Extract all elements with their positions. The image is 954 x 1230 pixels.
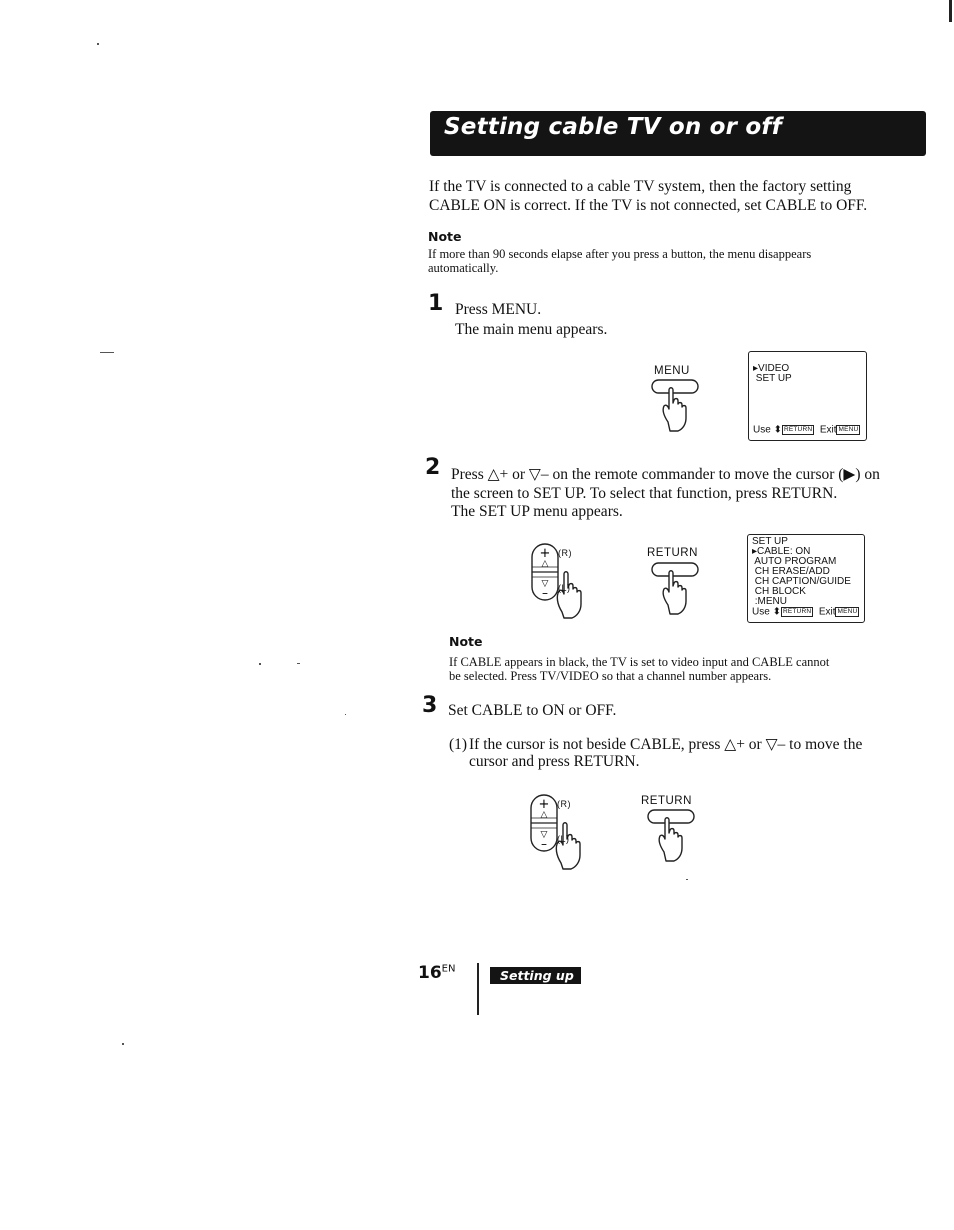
press-return-button-hand-icon: [648, 561, 708, 617]
svg-text:▽: ▽: [540, 830, 548, 840]
press-menu-button-hand-icon: [648, 378, 708, 434]
up-down-arrow-icon: ⬍: [772, 607, 781, 618]
screen-footer: Use ⬍ RETURN Exit MENU: [753, 425, 859, 436]
menu-key-icon: MENU: [837, 608, 858, 616]
step-2-line-2: the screen to SET UP. To select that function, press RETURN.: [451, 485, 838, 502]
step-3-sub-line-1: If the cursor is not beside CABLE, press △+ or ▽– to move the: [469, 736, 863, 753]
scan-speck: [686, 879, 688, 880]
note-2-line-1: If CABLE appears in black, the TV is set to video input and CABLE cannot: [449, 655, 830, 669]
return-button-label: RETURN: [647, 547, 698, 559]
up-down-arrow-icon: ⬍: [773, 425, 782, 436]
note-1-label: Note: [428, 229, 462, 244]
note-1-line-1: If more than 90 seconds elapse after you press a button, the menu disappears: [428, 247, 812, 261]
scan-speck: [100, 352, 114, 353]
return-key-icon: RETURN: [783, 426, 813, 434]
rocker-l-label: (L): [557, 834, 570, 844]
scan-speck: [122, 1043, 124, 1045]
step-1-line-2: The main menu appears.: [455, 321, 608, 338]
page-number: $16_{EN}$: [418, 963, 456, 983]
section-label: Setting up: [500, 968, 574, 983]
rocker-r-label: (R): [558, 548, 572, 558]
setup-menu-screen: [747, 534, 865, 623]
svg-text:▽: ▽: [541, 579, 549, 589]
note-2-line-2: be selected. Press TV/VIDEO so that a channel number appears.: [449, 669, 772, 683]
note-2-label: Note: [449, 634, 483, 649]
step-2-line-3: The SET UP menu appears.: [451, 503, 623, 520]
step-3-line-1: Set CABLE to ON or OFF.: [448, 702, 617, 719]
intro-line-1: If the TV is connected to a cable TV system, then the factory setting: [429, 178, 852, 195]
screen-footer: Use ⬍ RETURN Exit MENU: [752, 607, 858, 618]
screen-menu-item: ▸VIDEO: [753, 363, 790, 374]
press-return-button-hand-icon: [644, 808, 704, 864]
rocker-r-label: (R): [557, 799, 571, 809]
step-2-line-1: Press △+ or ▽– on the remote commander to move the cursor (▶) on: [451, 466, 880, 483]
menu-key-icon: MENU: [838, 426, 859, 434]
scan-speck: [345, 714, 346, 715]
screen-menu-item: CH CAPTION/GUIDE: [752, 576, 851, 587]
svg-text:△: △: [541, 559, 549, 569]
scan-speck: [297, 663, 300, 664]
screen-menu-item: ▸CABLE: ON: [752, 546, 811, 557]
return-key-icon: RETURN: [782, 608, 812, 616]
return-button-label: RETURN: [641, 795, 692, 807]
step-3-number: 3: [422, 693, 438, 718]
step-3-sub-number: (1): [449, 736, 468, 753]
screen-menu-item: :MENU: [752, 596, 787, 607]
page-title: Setting cable TV on or off: [444, 114, 782, 140]
svg-text:+: +: [538, 797, 550, 812]
step-1-line-1: Press MENU.: [455, 301, 542, 318]
screen-menu-item: SET UP: [753, 373, 792, 384]
svg-text:–: –: [542, 586, 548, 600]
scan-speck: [97, 43, 99, 45]
menu-button-label: MENU: [654, 365, 690, 377]
svg-text:–: –: [541, 837, 547, 851]
screen-menu-item: SET UP: [752, 536, 788, 547]
screen-menu-item: AUTO PROGRAM: [752, 556, 837, 567]
footer-divider: [477, 963, 479, 1015]
main-menu-screen: [748, 351, 867, 441]
screen-menu-item: CH ERASE/ADD: [752, 566, 830, 577]
step-3-sub-line-2: cursor and press RETURN.: [469, 753, 640, 770]
note-1-line-2: automatically.: [428, 261, 499, 275]
screen-menu-item: CH BLOCK: [752, 586, 806, 597]
svg-text:△: △: [540, 810, 548, 820]
rocker-l-label: (L): [558, 583, 571, 593]
intro-line-2: CABLE ON is correct. If the TV is not connected, set CABLE to OFF.: [429, 197, 868, 214]
step-2-number: 2: [425, 455, 441, 480]
step-1-number: 1: [428, 291, 444, 316]
svg-text:+: +: [539, 546, 551, 561]
scan-speck: [259, 663, 261, 665]
edge-mark: [949, 0, 952, 22]
